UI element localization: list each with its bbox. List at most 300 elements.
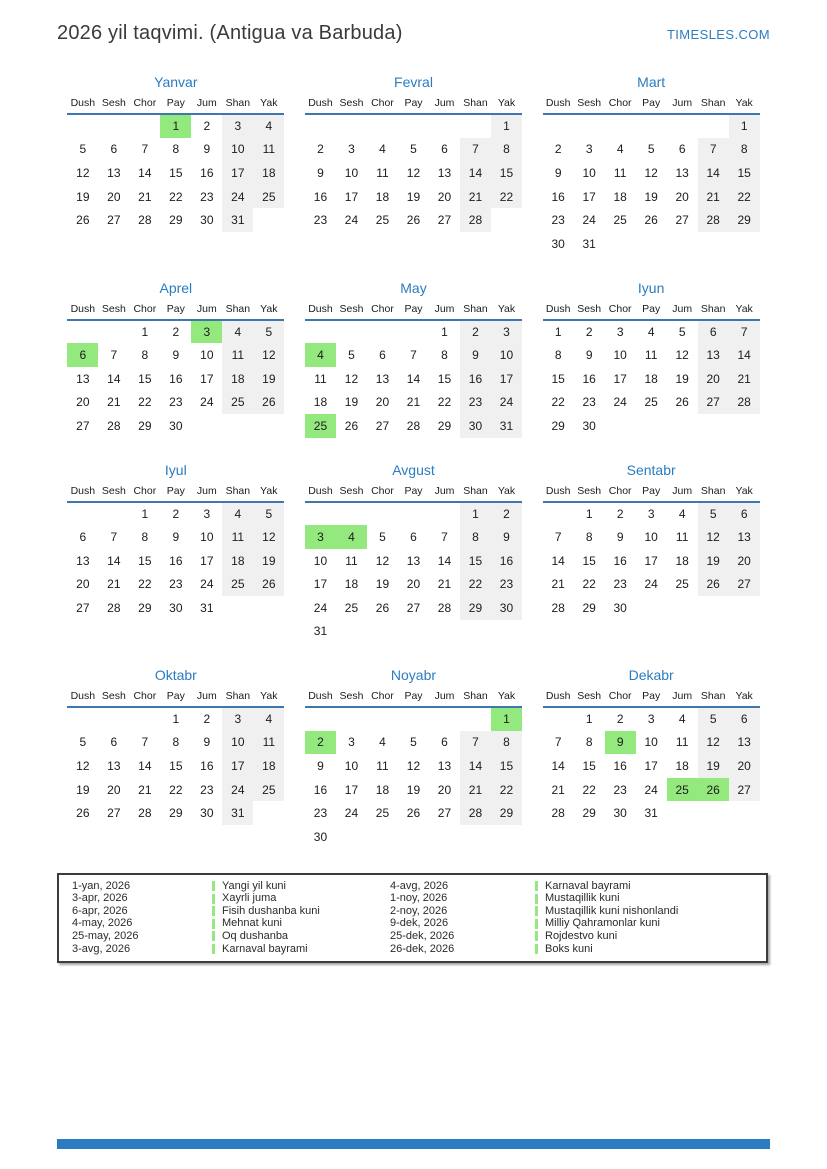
week-row: [305, 825, 522, 849]
empty-cell: [305, 320, 336, 344]
day-cell: 11: [314, 371, 327, 386]
day-cell: 14: [460, 754, 491, 778]
weekday-header: Chor: [608, 484, 632, 497]
day-cell: 29: [582, 806, 596, 821]
day-cell: 6: [729, 707, 760, 731]
day-cell: 8: [729, 138, 760, 162]
day-cell: 26: [698, 778, 729, 802]
legend-holiday-label: Oq dushanba: [222, 930, 289, 943]
legend-date-right: 1-noy, 2026: [390, 892, 448, 905]
day-cell: 23: [460, 390, 491, 414]
empty-cell: [543, 707, 574, 731]
day-cell: 9: [317, 165, 324, 180]
day-cell: 25: [675, 577, 689, 592]
weekday-header: Chor: [133, 484, 157, 497]
day-cell: 23: [313, 213, 328, 228]
day-cell: 7: [410, 347, 417, 362]
holiday-marker-bar: [535, 944, 538, 954]
weekday-header-row: [67, 303, 284, 320]
day-cell: 27: [107, 213, 121, 228]
legend-date-right: 25-dek, 2026: [390, 930, 455, 943]
month-sentabr: [538, 462, 764, 620]
day-cell: 5: [410, 142, 417, 157]
month-title: Yanvar: [154, 74, 198, 90]
day-cell: 4: [379, 735, 386, 750]
week-row: [67, 549, 284, 573]
day-cell: 9: [203, 735, 211, 750]
weekday-header-row: [67, 97, 284, 114]
empty-cell: [222, 596, 253, 620]
empty-cell: [698, 414, 729, 438]
empty-cell: [636, 232, 667, 256]
weekday-header: Dush: [70, 690, 96, 703]
day-cell: 13: [76, 371, 90, 386]
day-cell: 24: [222, 778, 253, 802]
day-cell: 26: [375, 600, 390, 615]
week-row: [543, 801, 760, 825]
day-cell: 30: [613, 600, 627, 615]
day-cell: 13: [675, 165, 689, 180]
legend-holiday-name-left: [212, 917, 390, 930]
weekday-header: Pay: [166, 484, 185, 497]
weekday-header: Jum: [672, 97, 693, 109]
day-cell: 6: [79, 529, 87, 544]
week-row: [305, 114, 522, 138]
weekday-header: Sesh: [101, 484, 126, 497]
weekday-header: Shan: [700, 97, 726, 109]
week-row: [543, 367, 760, 391]
day-cell: 22: [437, 395, 452, 410]
day-cell: 11: [222, 343, 253, 367]
week-row: [67, 414, 284, 438]
empty-cell: [98, 707, 129, 731]
day-cell: 28: [437, 600, 452, 615]
day-cell: 20: [437, 189, 452, 204]
day-cell: 25: [222, 572, 253, 596]
legend-holiday-name-right: [535, 943, 766, 956]
legend-holiday-name-right: [535, 880, 766, 893]
weekday-header: Shan: [700, 302, 726, 315]
month-title: Iyul: [164, 461, 187, 478]
day-cell: 28: [107, 418, 121, 433]
day-cell: 15: [460, 549, 491, 573]
day-cell: 17: [200, 371, 214, 386]
empty-cell: [729, 801, 760, 825]
day-cell: 6: [729, 502, 760, 526]
day-cell: 16: [613, 759, 627, 774]
day-cell: 25: [222, 390, 253, 414]
months-grid: [57, 74, 770, 849]
day-cell: 1: [172, 712, 180, 727]
week-row: [305, 801, 522, 825]
day-cell: 10: [344, 759, 359, 774]
day-cell: 16: [200, 165, 214, 180]
day-cell: 16: [169, 553, 183, 568]
weekday-header: Sesh: [101, 97, 126, 109]
day-cell: 29: [582, 600, 596, 615]
weekday-header: Dush: [308, 690, 333, 703]
weekday-header: Pay: [404, 484, 423, 497]
day-cell: 20: [107, 189, 121, 204]
week-row: [305, 549, 522, 573]
weekday-header: Pay: [642, 302, 661, 315]
weekday-header-row: [305, 485, 522, 502]
day-cell: 29: [551, 418, 565, 433]
day-cell: 6: [441, 142, 448, 157]
weekday-header: Shan: [225, 690, 251, 703]
day-cell: 29: [138, 418, 152, 433]
day-cell: 28: [698, 208, 729, 232]
day-cell: 5: [379, 529, 386, 544]
day-cell: 28: [460, 208, 491, 232]
empty-cell: [305, 502, 336, 526]
weekday-header: Yak: [260, 484, 278, 497]
weekday-header: Chor: [371, 484, 394, 497]
weekday-header: Shan: [225, 97, 251, 109]
day-cell: 3: [348, 142, 355, 157]
day-cell: 26: [675, 395, 689, 410]
day-cell: 26: [644, 213, 658, 228]
month-table: [67, 690, 284, 825]
empty-cell: [367, 707, 398, 731]
day-cell: 1: [460, 502, 491, 526]
day-cell: 2: [491, 502, 522, 526]
legend-holiday-name-right: [535, 905, 766, 918]
day-cell: 18: [253, 161, 284, 185]
day-cell: 5: [698, 502, 729, 526]
day-cell: 20: [76, 577, 90, 592]
day-cell: 4: [616, 142, 624, 157]
day-cell: 9: [585, 347, 593, 362]
holiday-marker-bar: [535, 919, 538, 929]
legend-date-left: 6-apr, 2026: [72, 904, 128, 917]
week-row: [67, 596, 284, 620]
week-row: [305, 390, 522, 414]
day-cell: 26: [253, 390, 284, 414]
week-row: [305, 596, 522, 620]
week-row: [543, 390, 760, 414]
week-row: [543, 707, 760, 731]
week-row: [67, 731, 284, 755]
weekday-header: Shan: [463, 302, 488, 315]
weekday-header: Yak: [735, 484, 753, 497]
day-cell: 14: [406, 371, 421, 386]
empty-cell: [67, 114, 98, 138]
day-cell: 14: [729, 343, 760, 367]
day-cell: 27: [675, 213, 689, 228]
day-cell: 24: [344, 213, 359, 228]
month-may: [300, 280, 526, 438]
day-cell: 10: [644, 529, 658, 544]
empty-cell: [667, 114, 698, 138]
day-cell: 19: [406, 189, 421, 204]
week-row: [67, 778, 284, 802]
day-cell: 27: [729, 778, 760, 802]
day-cell: 30: [200, 213, 214, 228]
day-cell: 20: [107, 782, 121, 797]
empty-cell: [698, 114, 729, 138]
day-cell: 17: [200, 553, 214, 568]
weekday-header: Sesh: [101, 302, 126, 315]
day-cell: 14: [460, 161, 491, 185]
weekday-header: Sesh: [101, 690, 126, 703]
day-cell: 21: [138, 189, 152, 204]
day-cell: 8: [141, 529, 149, 544]
week-row: [305, 502, 522, 526]
day-cell: 17: [582, 189, 596, 204]
day-cell: 24: [644, 577, 658, 592]
empty-cell: [367, 825, 398, 849]
empty-cell: [305, 114, 336, 138]
months-row: [57, 462, 770, 644]
day-cell: 3: [191, 320, 222, 344]
empty-cell: [574, 114, 605, 138]
day-cell: 22: [138, 577, 152, 592]
legend-date-left: 3-avg, 2026: [72, 942, 131, 955]
legend-holiday-name-right: [535, 917, 766, 930]
day-cell: 6: [110, 142, 118, 157]
weekday-header: Shan: [463, 97, 488, 109]
weekday-header: Sesh: [577, 302, 602, 315]
day-cell: 30: [460, 414, 491, 438]
week-row: [67, 138, 284, 162]
day-cell: 9: [172, 529, 180, 544]
day-cell: 30: [169, 418, 183, 433]
day-cell: 3: [616, 324, 624, 339]
weekday-header-row: [543, 303, 760, 320]
day-cell: 7: [460, 731, 491, 755]
day-cell: 8: [491, 731, 522, 755]
weekday-header: Jum: [434, 690, 455, 703]
page-header: [57, 22, 770, 45]
day-cell: 26: [76, 213, 90, 228]
day-cell: 30: [169, 600, 183, 615]
weekday-header: Dush: [545, 484, 571, 497]
day-cell: 2: [172, 506, 180, 521]
day-cell: 9: [605, 731, 636, 755]
day-cell: 31: [313, 624, 328, 639]
day-cell: 15: [138, 553, 152, 568]
day-cell: 7: [441, 529, 448, 544]
day-cell: 28: [551, 600, 565, 615]
week-row: [305, 731, 522, 755]
empty-cell: [429, 825, 460, 849]
day-cell: 2: [305, 731, 336, 755]
weekday-header: Jum: [672, 690, 693, 703]
day-cell: 2: [172, 324, 180, 339]
day-cell: 17: [344, 782, 359, 797]
empty-cell: [98, 320, 129, 344]
day-cell: 12: [698, 525, 729, 549]
day-cell: 13: [437, 165, 452, 180]
day-cell: 25: [667, 778, 698, 802]
legend-holiday-name-right: [535, 930, 766, 943]
legend-holiday-label: Rojdestvo kuni: [545, 930, 618, 943]
months-row: [57, 74, 770, 256]
day-cell: 14: [107, 371, 121, 386]
empty-cell: [191, 414, 222, 438]
day-cell: 28: [460, 801, 491, 825]
day-cell: 17: [344, 189, 359, 204]
months-row: [57, 280, 770, 438]
empty-cell: [98, 502, 129, 526]
day-cell: 15: [491, 754, 522, 778]
day-cell: 24: [200, 395, 214, 410]
day-cell: 6: [678, 142, 686, 157]
day-cell: 13: [406, 553, 421, 568]
day-cell: 19: [76, 782, 90, 797]
empty-cell: [398, 825, 429, 849]
week-row: [543, 232, 760, 256]
day-cell: 9: [554, 165, 562, 180]
day-cell: 7: [554, 735, 562, 750]
empty-cell: [491, 620, 522, 644]
legend-row: [72, 943, 766, 956]
day-cell: 31: [222, 208, 253, 232]
empty-cell: [98, 114, 129, 138]
day-cell: 8: [554, 347, 562, 362]
empty-cell: [367, 502, 398, 526]
day-cell: 20: [729, 754, 760, 778]
day-cell: 20: [76, 395, 90, 410]
legend-row: [72, 930, 766, 943]
day-cell: 26: [76, 806, 90, 821]
weekday-header: Jum: [672, 484, 693, 497]
week-row: [67, 754, 284, 778]
day-cell: 14: [698, 161, 729, 185]
weekday-header: Chor: [371, 97, 394, 109]
day-cell: 18: [222, 367, 253, 391]
day-cell: 1: [141, 506, 149, 521]
weekday-header: Dush: [545, 97, 571, 109]
day-cell: 25: [253, 185, 284, 209]
day-cell: 16: [582, 371, 596, 386]
empty-cell: [729, 232, 760, 256]
weekday-header: Dush: [308, 97, 333, 109]
day-cell: 13: [375, 371, 390, 386]
day-cell: 15: [551, 371, 565, 386]
day-cell: 5: [253, 320, 284, 344]
day-cell: 23: [491, 572, 522, 596]
day-cell: 4: [678, 712, 686, 727]
empty-cell: [398, 620, 429, 644]
weekday-header: Yak: [260, 690, 278, 703]
day-cell: 11: [613, 165, 627, 180]
day-cell: 26: [344, 418, 359, 433]
day-cell: 4: [253, 707, 284, 731]
day-cell: 17: [222, 754, 253, 778]
day-cell: 1: [160, 114, 191, 138]
day-cell: 16: [613, 553, 627, 568]
day-cell: 18: [675, 759, 689, 774]
empty-cell: [253, 414, 284, 438]
site-link[interactable]: TIMESLES.COM: [666, 27, 770, 42]
weekday-header: Jum: [196, 302, 217, 315]
legend-date-right: 26-dek, 2026: [390, 942, 455, 955]
day-cell: 13: [729, 525, 760, 549]
day-cell: 3: [203, 506, 211, 521]
month-table: [67, 97, 284, 232]
month-fevral: [300, 74, 526, 232]
day-cell: 11: [376, 759, 389, 774]
empty-cell: [336, 114, 367, 138]
day-cell: 25: [375, 213, 390, 228]
day-cell: 10: [491, 343, 522, 367]
day-cell: 26: [698, 572, 729, 596]
day-cell: 3: [222, 707, 253, 731]
week-row: [305, 572, 522, 596]
legend-date-right: 9-dek, 2026: [390, 917, 449, 930]
day-cell: 10: [222, 731, 253, 755]
day-cell: 4: [678, 506, 686, 521]
day-cell: 8: [441, 347, 448, 362]
weekday-header-row: [67, 690, 284, 707]
empty-cell: [336, 825, 367, 849]
day-cell: 10: [613, 347, 627, 362]
day-cell: 28: [406, 418, 421, 433]
weekday-header: Sesh: [339, 302, 364, 315]
day-cell: 12: [253, 343, 284, 367]
day-cell: 31: [491, 414, 522, 438]
day-cell: 21: [551, 577, 565, 592]
day-cell: 15: [437, 371, 452, 386]
day-cell: 29: [169, 806, 183, 821]
day-cell: 10: [222, 138, 253, 162]
day-cell: 2: [317, 142, 324, 157]
weekday-header: Pay: [404, 97, 423, 109]
empty-cell: [729, 414, 760, 438]
weekday-header: Chor: [371, 690, 394, 703]
day-cell: 18: [613, 189, 627, 204]
weekday-header: Pay: [642, 484, 661, 497]
month-table: [305, 690, 522, 849]
week-row: [67, 185, 284, 209]
week-row: [67, 390, 284, 414]
legend-row: [72, 880, 766, 893]
day-cell: 21: [406, 395, 421, 410]
month-table: [305, 97, 522, 232]
legend-holiday-name-left: [212, 930, 390, 943]
empty-cell: [253, 208, 284, 232]
day-cell: 17: [222, 161, 253, 185]
weekday-header: Pay: [642, 97, 661, 109]
empty-cell: [543, 502, 574, 526]
day-cell: 23: [613, 577, 627, 592]
week-row: [543, 114, 760, 138]
empty-cell: [129, 707, 160, 731]
weekday-header: Pay: [166, 690, 185, 703]
weekday-header: Pay: [404, 302, 423, 315]
month-dekabr: [538, 667, 764, 825]
day-cell: 26: [406, 806, 421, 821]
day-cell: 11: [253, 138, 284, 162]
empty-cell: [336, 707, 367, 731]
weekday-header-row: [305, 97, 522, 114]
weekday-header: Yak: [735, 97, 753, 109]
legend-holiday-label: Milliy Qahramonlar kuni: [545, 917, 660, 930]
month-table: [543, 485, 760, 620]
weekday-header: Sesh: [339, 97, 364, 109]
weekday-header: Dush: [545, 302, 571, 315]
day-cell: 1: [491, 114, 522, 138]
weekday-header: Dush: [308, 484, 333, 497]
month-yanvar: [63, 74, 289, 232]
empty-cell: [698, 801, 729, 825]
week-row: [543, 161, 760, 185]
week-row: [305, 414, 522, 438]
day-cell: 10: [644, 735, 658, 750]
day-cell: 13: [729, 731, 760, 755]
